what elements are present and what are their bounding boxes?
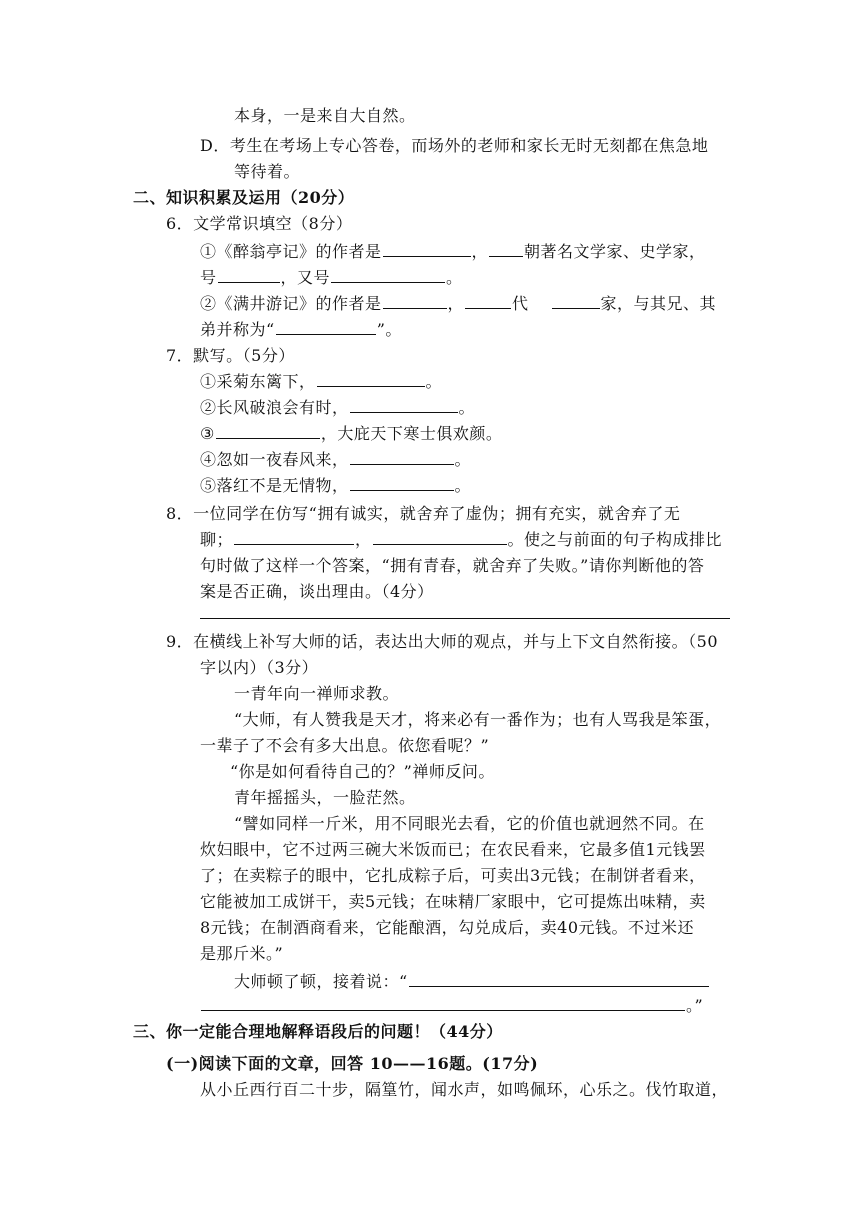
section2-heading: 二、知识积累及运用（20分） xyxy=(133,188,355,207)
q9-para3: “你是如何看待自己的？”禅师反问。 xyxy=(230,762,495,781)
q7-item5: ⑤落红不是无情物， 。 xyxy=(200,476,472,495)
q9-para5-line4: 它能被加工成饼干，卖5元钱；在味精厂家眼中，它可提炼出味精，卖 xyxy=(200,892,706,911)
q8-line3: 句时做了这样一个答案，“拥有青春，就舍弃了失败。”请你判断他的答 xyxy=(200,556,705,575)
q9-para5-line5: 8元钱；在制酒商看来，它能酿酒，勾兑成后，卖40元钱。不过米还 xyxy=(200,918,695,937)
q6-blank-author2[interactable] xyxy=(383,294,447,309)
q8-line2: 聊； ， 。使之与前面的句子构成排比 xyxy=(200,530,723,549)
q9-line1: 9．在横线上补写大师的话，表达出大师的观点，并与上下文自然衔接。（50 xyxy=(166,632,719,651)
q8-blank1[interactable] xyxy=(234,530,354,545)
q6-blank-hao[interactable] xyxy=(218,268,280,283)
q6-blank-title[interactable] xyxy=(276,320,376,335)
q8-blank2[interactable] xyxy=(373,530,507,545)
q8-line4: 案是否正确，谈出理由。（4分） xyxy=(200,582,434,601)
q7-blank3[interactable] xyxy=(216,424,320,439)
q7-blank5[interactable] xyxy=(350,476,454,491)
q9-para1: 一青年向一禅师求教。 xyxy=(234,684,400,703)
q6-line4: 弟并称为“ ”。 xyxy=(200,320,402,339)
q9-para2-line1: “大师，有人赞我是天才，将来必有一番作为；也有人骂我是笨蛋， xyxy=(234,710,722,729)
q9-para5-line2: 炊妇眼中，它不过两三碗大米饭而已；在农民看来，它最多值1元钱罢 xyxy=(200,840,706,859)
section3-text1: 从小丘西行百二十步，隔篁竹，闻水声，如鸣佩环，心乐之。伐竹取道， xyxy=(200,1080,729,1099)
q9-para4: 青年摇摇头，一脸茫然。 xyxy=(234,788,416,807)
q7-item1: ①采菊东篱下， 。 xyxy=(200,372,443,391)
q7-item2: ②长风破浪会有时， 。 xyxy=(200,398,476,417)
q9-para5-line3: 了；在卖粽子的眼中，它扎成粽子后，可卖出3元钱；在制饼者看来， xyxy=(200,866,706,885)
q7-title: 7．默写。（5分） xyxy=(166,346,295,365)
q7-blank4[interactable] xyxy=(350,450,454,465)
q6-blank-dynasty2[interactable] xyxy=(465,294,511,309)
q6-blank-dynasty[interactable] xyxy=(489,242,523,257)
q9-line2: 字以内）（3分） xyxy=(200,658,319,677)
q7-blank2[interactable] xyxy=(350,398,458,413)
q9-para5-line6: 是那斤米。” xyxy=(200,944,284,963)
q6-blank-author[interactable] xyxy=(383,242,471,257)
q6-title: 6．文学常识填空（8分） xyxy=(166,214,353,233)
q9-para5-line1: “譬如同样一斤米，用不同眼光去看，它的价值也就迥然不同。在 xyxy=(234,814,705,833)
q8-line1: 8．一位同学在仿写“拥有诚实，就舍弃了虚伪；拥有充实，就舍弃了无 xyxy=(166,504,681,523)
q7-item3: ③ ，大庇天下寒士俱欢颜。 xyxy=(200,424,503,443)
q6-blank-youhao[interactable] xyxy=(331,268,445,283)
q9-para6-line1: 大师顿了顿，接着说：“ xyxy=(234,972,710,992)
section3-heading: 三、你一定能合理地解释语段后的问题！（44分） xyxy=(133,1022,503,1041)
q6-line2: 号 ，又号 。 xyxy=(200,268,463,287)
q9-answer-blank2[interactable] xyxy=(201,996,685,1011)
q6-blank-type[interactable] xyxy=(552,294,600,309)
q9-para6-line2: 。” xyxy=(200,996,703,1016)
q6-line3: ②《满井游记》的作者是 ， 代 家，与其兄、其 xyxy=(200,294,717,313)
section3-sub1: (一)阅读下面的文章，回答 10——16题。(17分) xyxy=(166,1054,539,1073)
q7-blank1[interactable] xyxy=(317,372,425,387)
q6-line1: ①《醉翁亭记》的作者是 ， 朝著名文学家、史学家， xyxy=(200,242,706,261)
q8-answer-line[interactable] xyxy=(200,618,730,619)
option-d-line2: 等待着。 xyxy=(234,162,301,181)
option-c-continuation: 本身，一是来自大自然。 xyxy=(234,106,416,125)
option-d-line1: D．考生在考场上专心答卷，而场外的老师和家长无时无刻都在焦急地 xyxy=(200,136,709,155)
q9-answer-blank1[interactable] xyxy=(409,972,709,987)
q7-item4: ④忽如一夜春风来， 。 xyxy=(200,450,472,469)
q9-para2-line2: 一辈子了不会有多大出息。依您看呢？” xyxy=(200,736,490,755)
